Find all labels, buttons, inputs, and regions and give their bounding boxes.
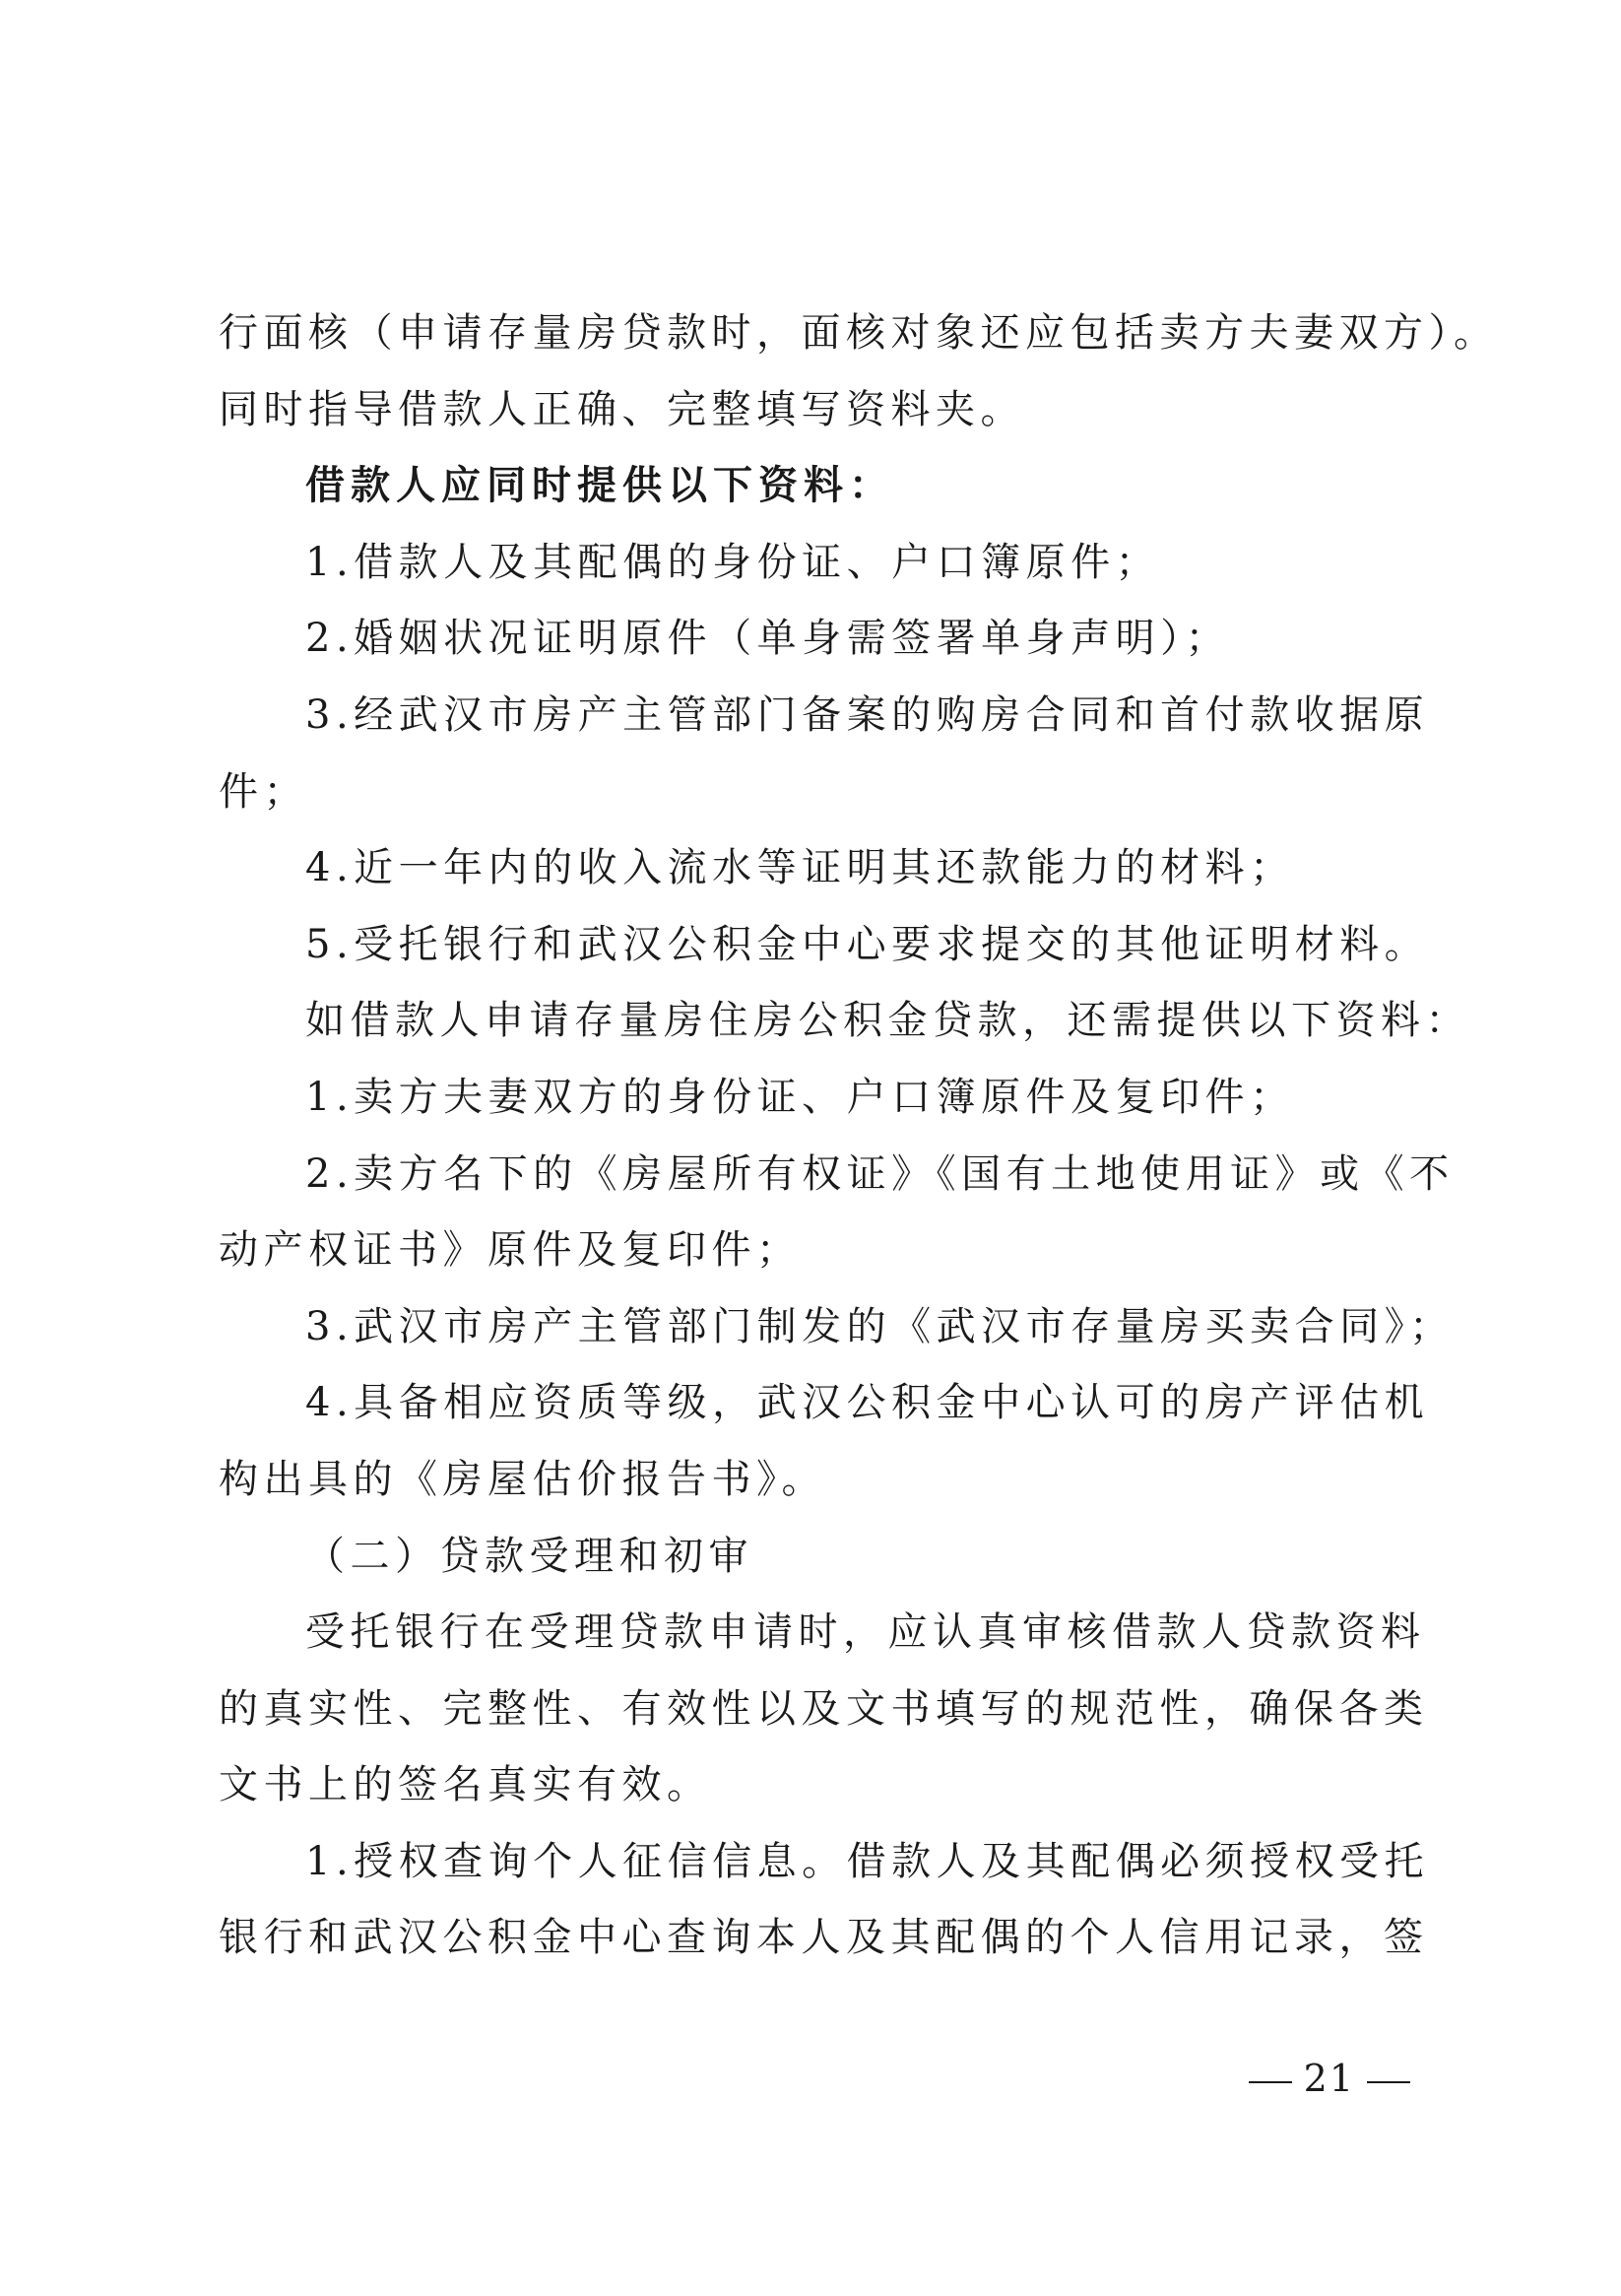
list-item: 1.借款人及其配偶的身份证、户口簿原件；: [305, 539, 1161, 585]
page-number-dash-right: [1367, 2081, 1410, 2083]
paragraph-line: 同时指导借款人正确、完整填写资料夹。: [219, 386, 1025, 432]
body-text: [219, 295, 1499, 1977]
list-item: 2.卖方名下的《房屋所有权证》《国有土地使用证》或《不: [305, 1150, 1455, 1197]
paragraph-line: 受托银行在受理贷款申请时，应认真审核借款人贷款资料: [305, 1609, 1426, 1656]
list-item: 3.经武汉市房产主管部门备案的购房合同和首付款收据原: [305, 691, 1430, 738]
list-item-continuation: 构出具的《房屋估价报告书》。: [219, 1456, 826, 1502]
list-item: 4.具备相应资质等级，武汉公积金中心认可的房产评估机: [305, 1380, 1430, 1426]
list-item: 5.受托银行和武汉公积金中心要求提交的其他证明材料。: [305, 921, 1430, 967]
section-heading: 借款人应同时提供以下资料：: [305, 463, 894, 509]
page-number: [1237, 2057, 1422, 2100]
page-number-dash-left: [1249, 2081, 1292, 2083]
paragraph-line: 的真实性、完整性、有效性以及文书填写的规范性，确保各类: [219, 1685, 1429, 1732]
list-item: 1.卖方夫妻双方的身份证、户口簿原件及复印件；: [305, 1074, 1295, 1120]
list-item-continuation: 件；: [219, 768, 308, 815]
list-item-continuation: 动产权证书》原件及复印件；: [219, 1227, 802, 1274]
paragraph-line: 如借款人申请存量房住房公积金贷款，还需提供以下资料：: [305, 998, 1470, 1044]
list-item: 2.婚姻状况证明原件（单身需签署单身声明）；: [305, 616, 1231, 662]
page-number-value: 21: [1303, 2057, 1355, 2100]
paragraph-line: 银行和武汉公积金中心查询本人及其配偶的个人信用记录，签: [219, 1915, 1429, 1961]
paragraph-line: 行面核（申请存量房贷款时，面核对象还应包括卖方夫妻双方）。: [219, 310, 1499, 356]
list-item: 4.近一年内的收入流水等证明其还款能力的材料；: [305, 845, 1295, 891]
list-item: 3.武汉市房产主管部门制发的《武汉市存量房买卖合同》；: [305, 1303, 1455, 1349]
paragraph-line: 1.授权查询个人征信信息。借款人及其配偶必须授权受托: [305, 1838, 1430, 1884]
paragraph-line: 文书上的签名真实有效。: [219, 1762, 712, 1808]
subsection-heading: （二）贷款受理和初审: [305, 1533, 753, 1579]
